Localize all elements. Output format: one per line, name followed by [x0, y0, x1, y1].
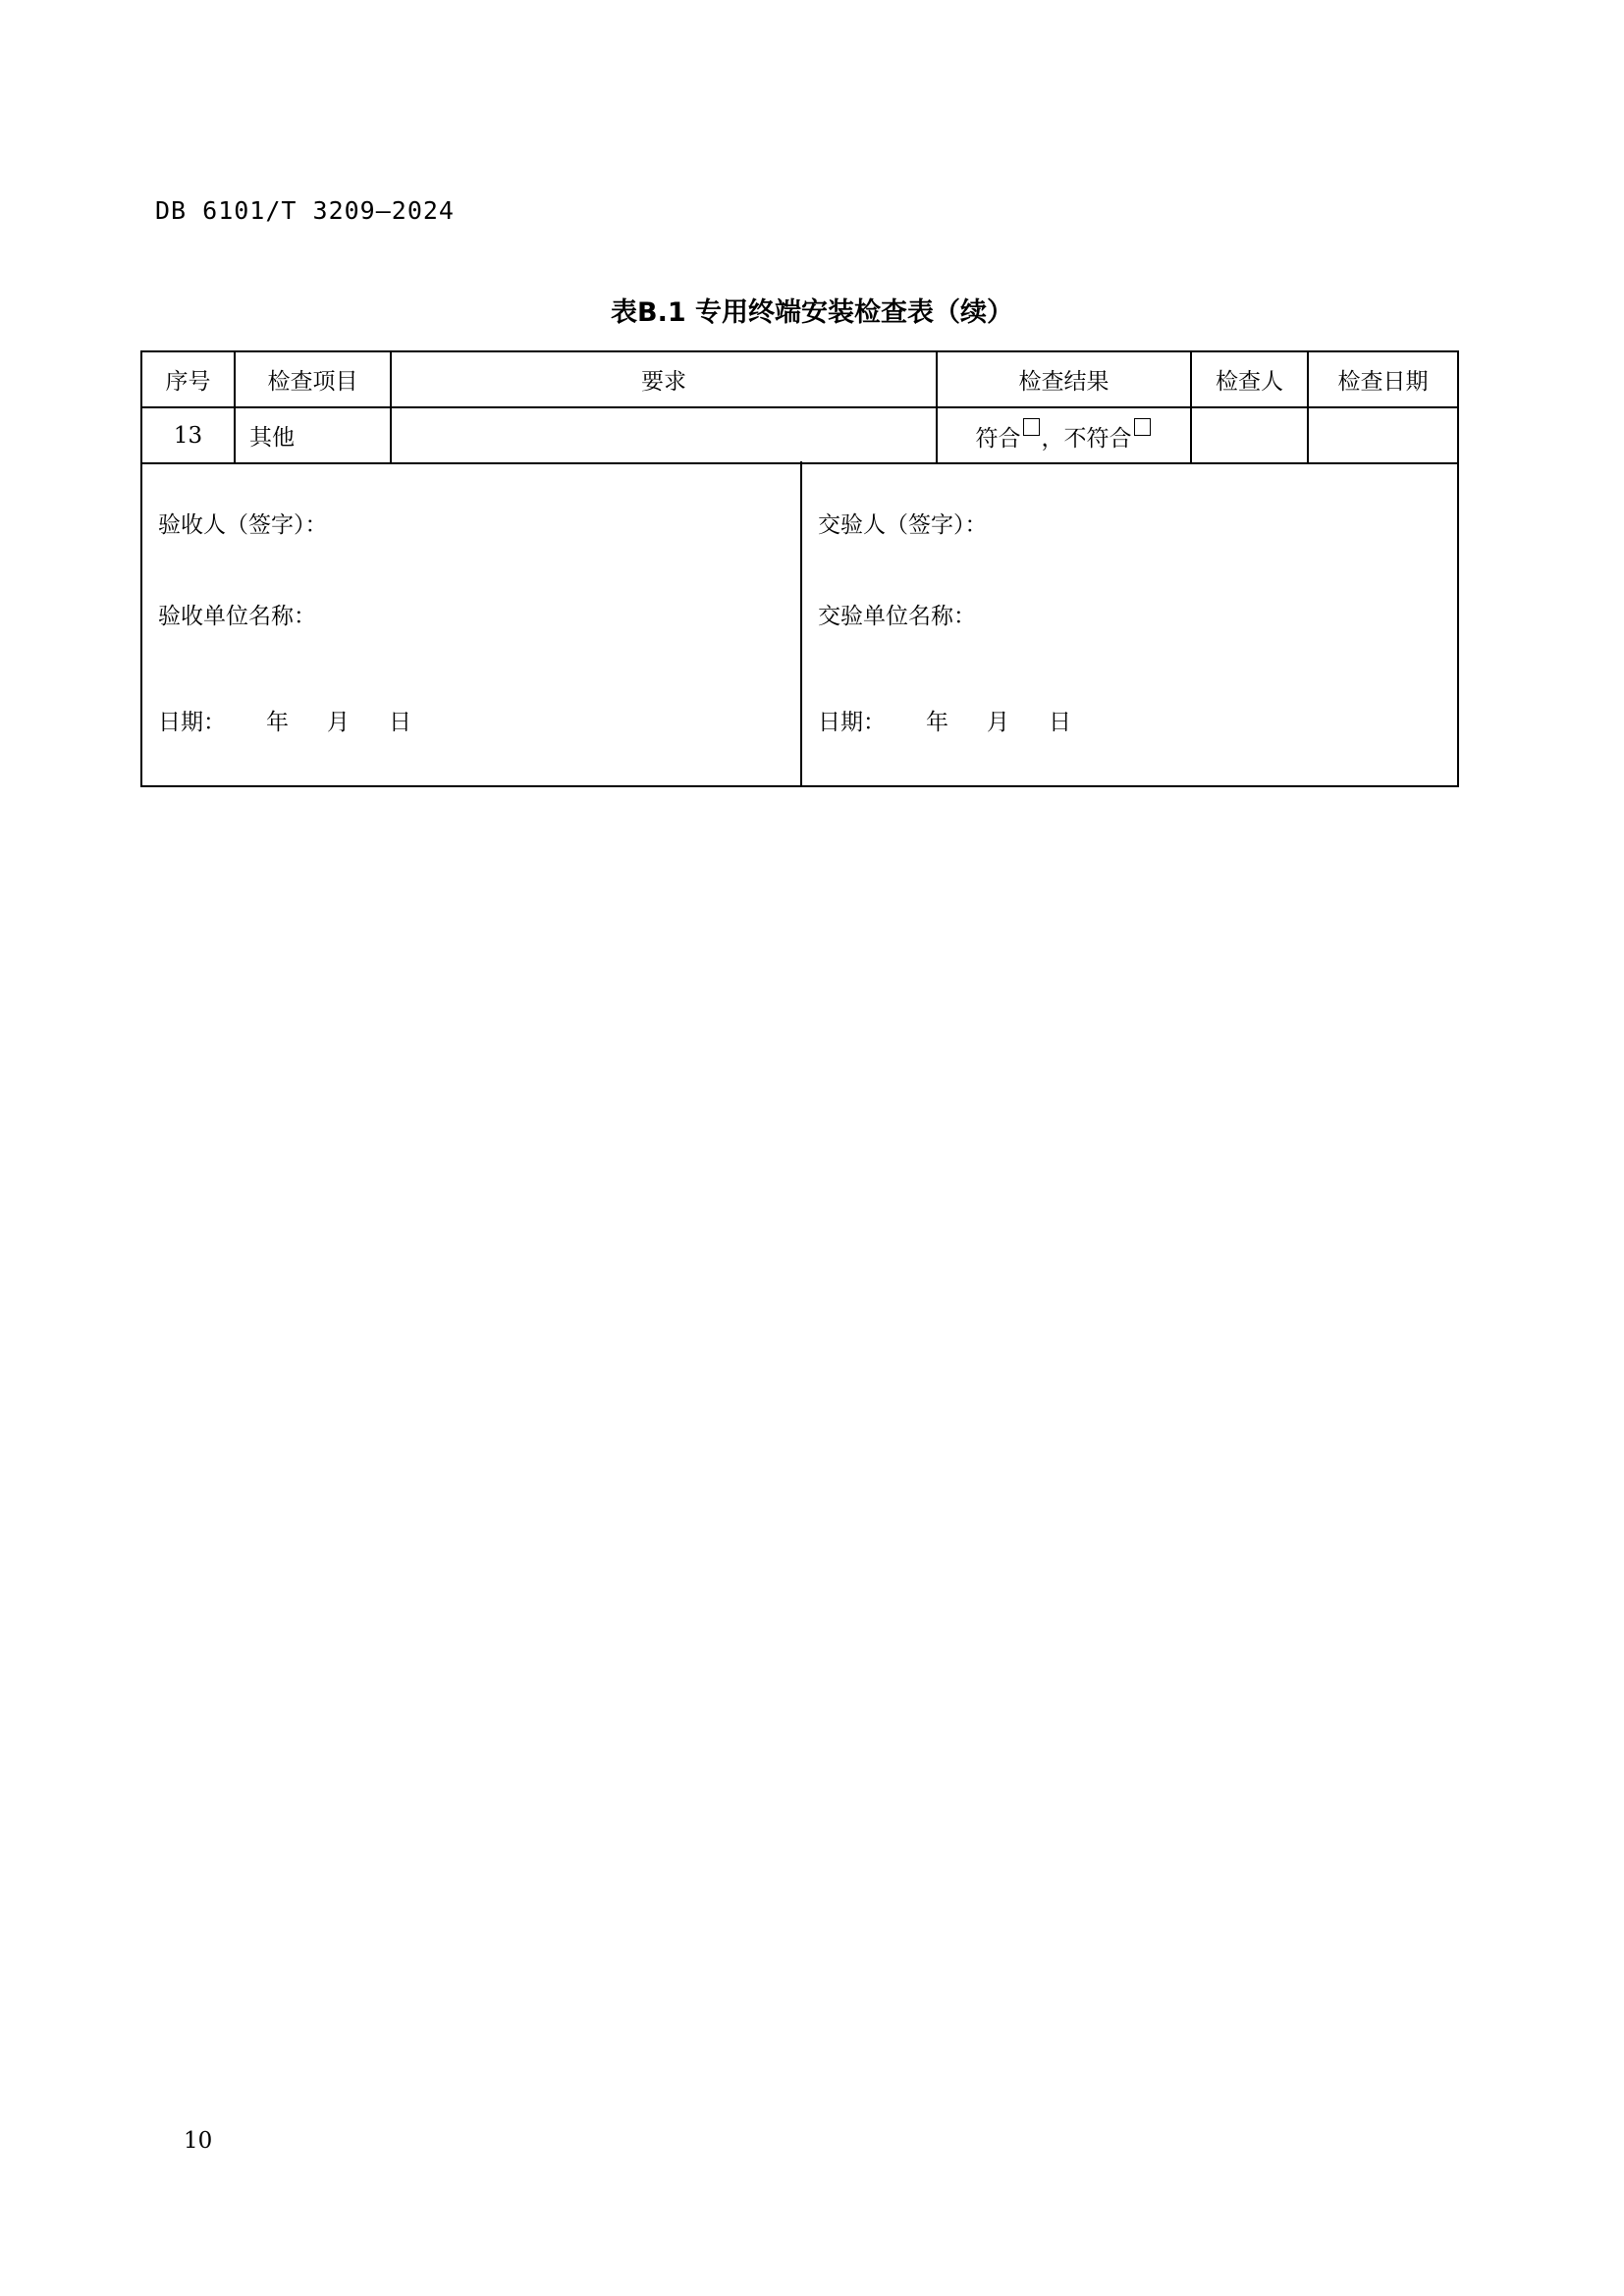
- fail-checkbox[interactable]: [1134, 418, 1151, 436]
- signoff-row: [141, 461, 1458, 786]
- handover-date: [818, 669, 1457, 775]
- table-row: [141, 407, 1458, 463]
- handover-cell: [801, 461, 1458, 786]
- result-fail-label: 不符合: [1063, 426, 1132, 452]
- table-header-row: [141, 351, 1458, 407]
- result-separator: ，: [1041, 426, 1064, 452]
- acceptor-unit: 验收单位名称：: [158, 604, 316, 629]
- year-label: 年: [926, 710, 948, 735]
- header-date: 检查日期: [1308, 351, 1458, 407]
- acceptance-cell: [141, 461, 801, 786]
- date-label: 日期：: [818, 710, 886, 735]
- row-date: [1308, 407, 1458, 463]
- table-title: 表B.1 专用终端安装检查表（续）: [610, 297, 1014, 328]
- row-requirement: [391, 407, 937, 463]
- signoff-table: [140, 461, 1459, 787]
- row-result: [937, 407, 1191, 463]
- row-inspector: [1191, 407, 1308, 463]
- day-label: 日: [1049, 710, 1071, 735]
- pass-checkbox[interactable]: [1023, 418, 1040, 436]
- document-code: DB 6101/T 3209—2024: [155, 196, 455, 225]
- row-seq: 13: [141, 407, 235, 463]
- acceptor-signature: 验收人（签字）：: [158, 512, 328, 538]
- inspection-table: [140, 350, 1459, 464]
- result-pass-label: 符合: [975, 426, 1021, 452]
- date-label: 日期：: [158, 710, 226, 735]
- acceptor-date: [158, 669, 800, 775]
- handover-unit: 交验单位名称：: [818, 604, 976, 629]
- header-requirement: 要求: [391, 351, 937, 407]
- handover-signature: 交验人（签字）：: [818, 512, 988, 538]
- row-item: 其他: [235, 407, 391, 463]
- month-label: 月: [987, 710, 1009, 735]
- header-result: 检查结果: [937, 351, 1191, 407]
- header-item: 检查项目: [235, 351, 391, 407]
- page-number: 10: [184, 2128, 213, 2154]
- header-inspector: 检查人: [1191, 351, 1308, 407]
- day-label: 日: [389, 710, 411, 735]
- month-label: 月: [327, 710, 350, 735]
- header-seq: 序号: [141, 351, 235, 407]
- year-label: 年: [266, 710, 289, 735]
